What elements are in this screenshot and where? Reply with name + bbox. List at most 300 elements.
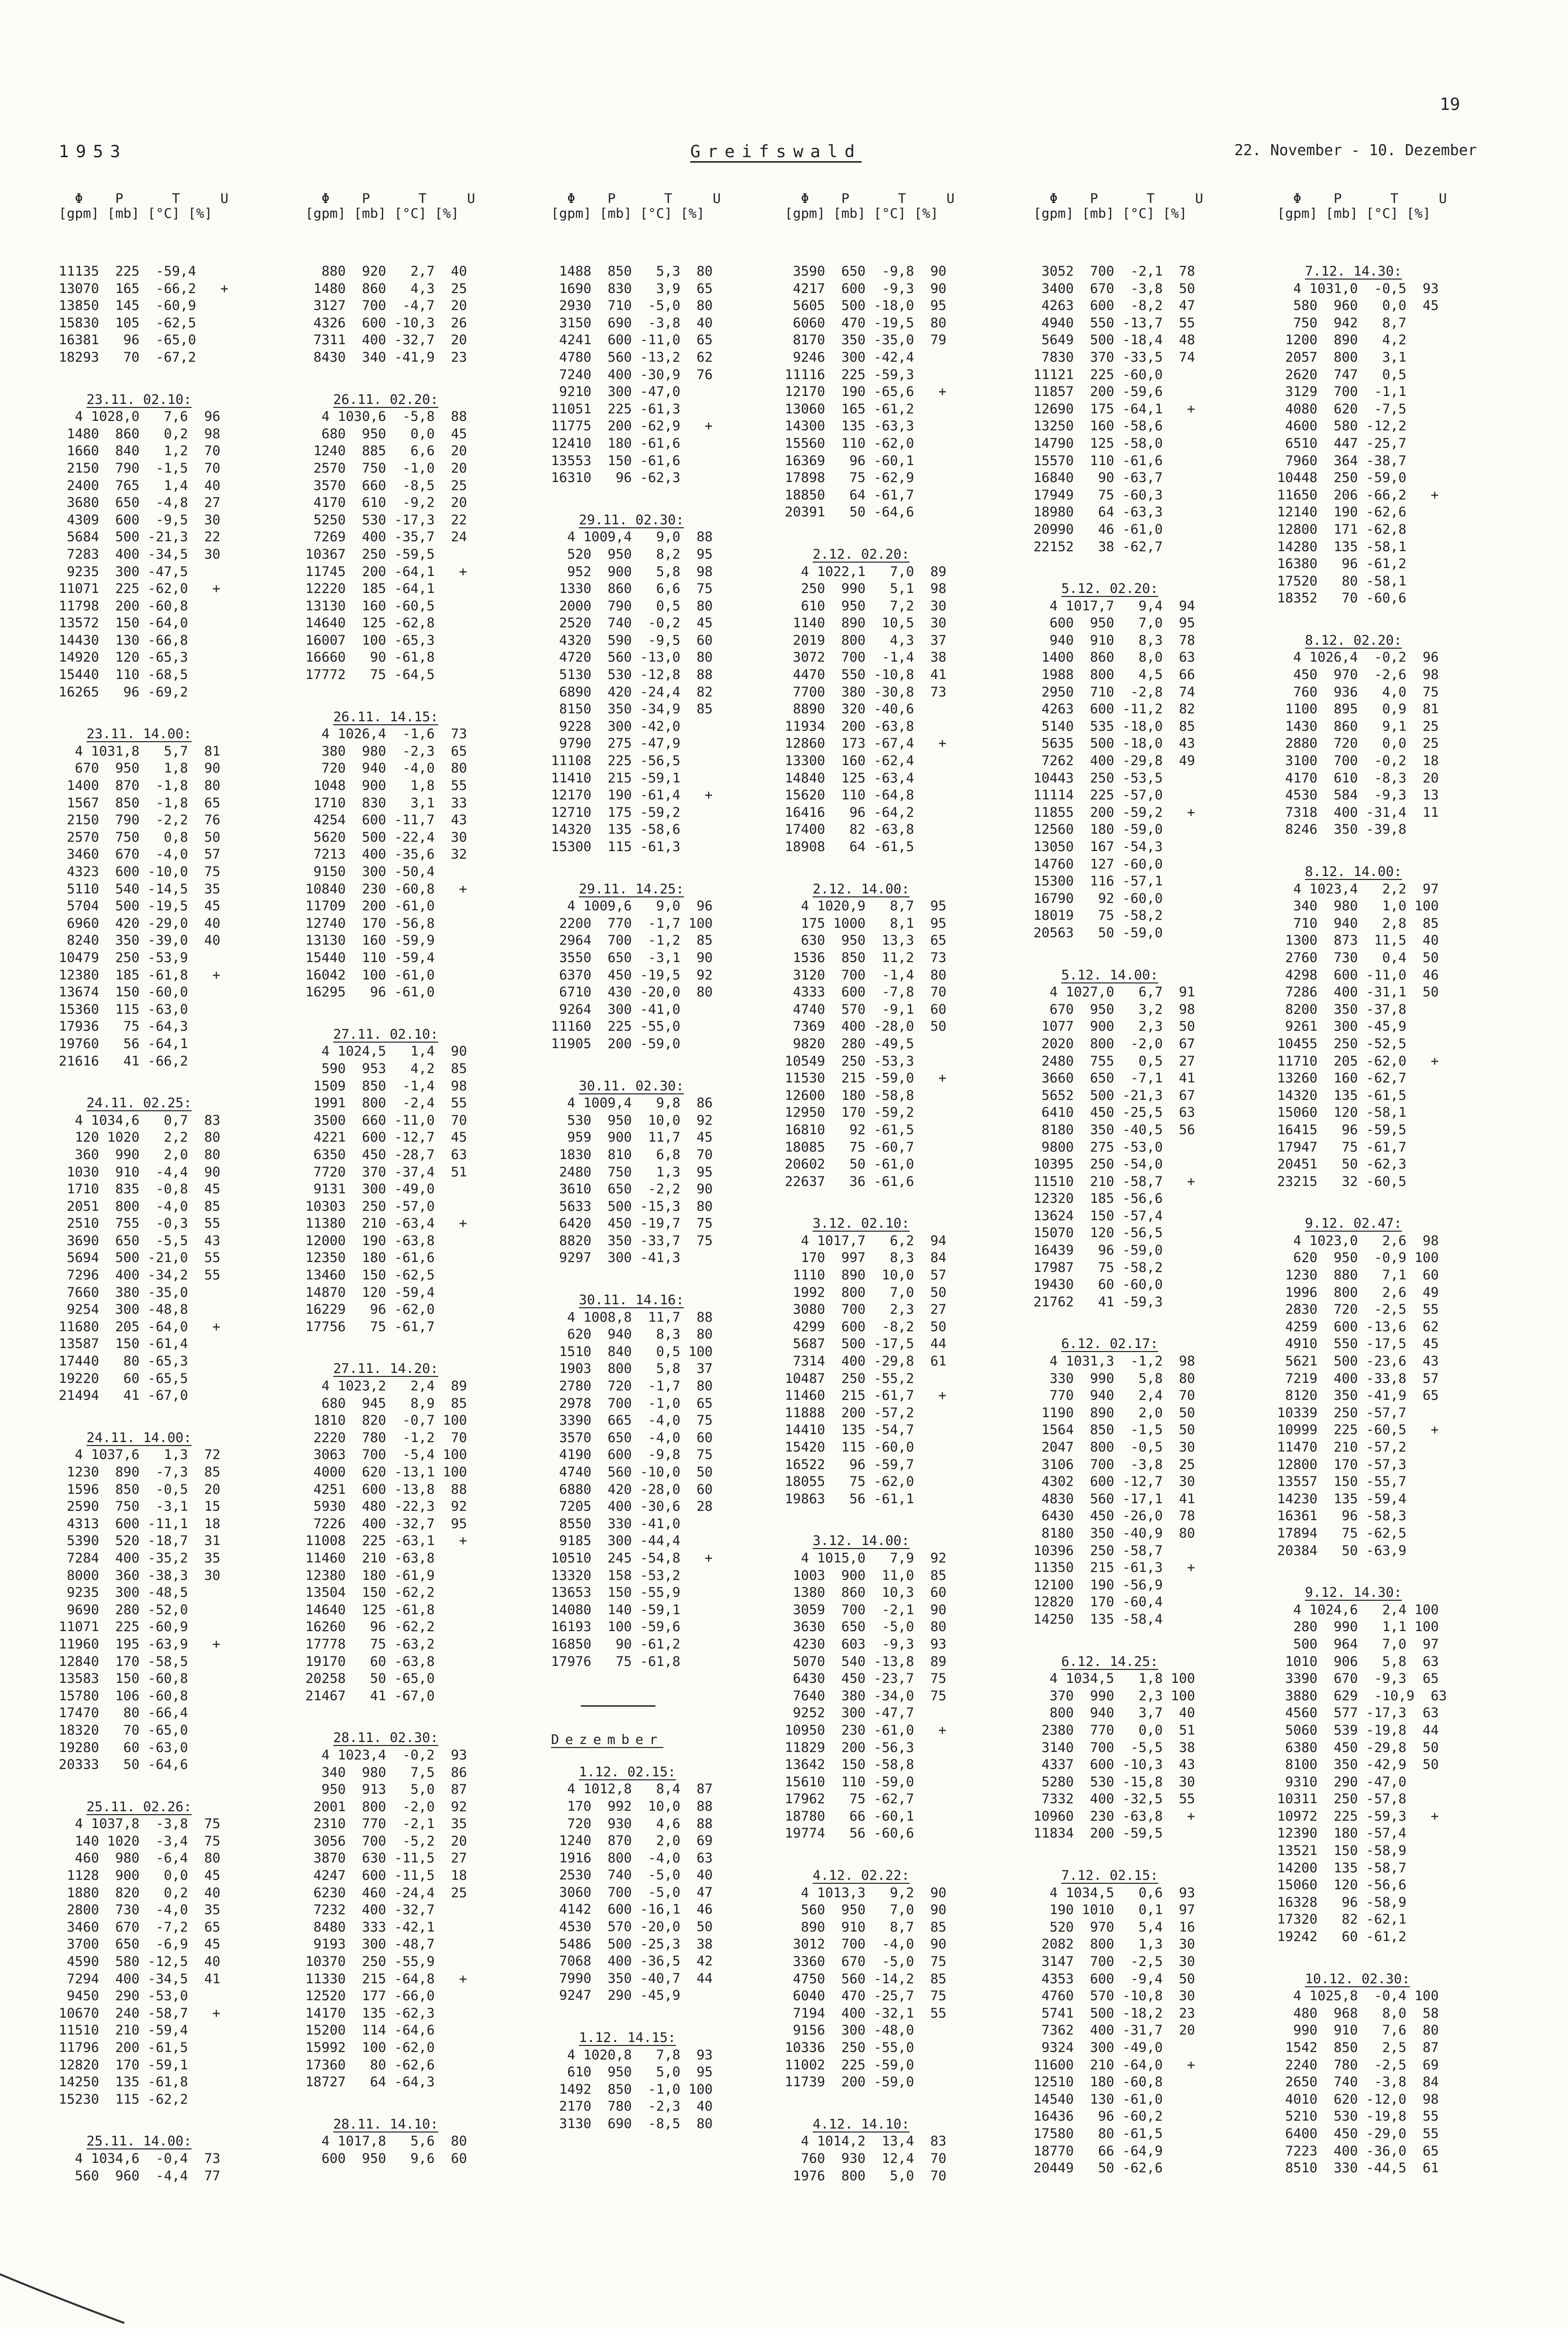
data-row: 14230 135 -59,4 (1277, 1491, 1407, 1507)
date-range: 22. November - 10. Dezember (1234, 142, 1477, 159)
block-datetime: 4.12. 14.10: (813, 2116, 910, 2132)
data-row: 12840 170 -58,5 (59, 1653, 188, 1669)
data-row: 4142 600 -16,1 46 (551, 1902, 713, 1918)
data-row: 4 1009,4 9,0 88 (551, 529, 713, 545)
data-row: 5687 500 -17,5 44 (785, 1336, 947, 1352)
data-row: 760 930 12,4 70 (785, 2150, 947, 2166)
data-row: 3680 650 -4,8 27 (59, 495, 221, 511)
data-row: 3550 650 -3,1 90 (551, 950, 713, 966)
data-row: 12390 180 -57,4 (1277, 1826, 1407, 1842)
data-row: 17400 82 -63,8 (785, 822, 915, 838)
block-datetime: 23.11. 02.10: (87, 391, 192, 407)
sounding-block (59, 1799, 273, 2109)
data-row: 7960 364 -38,7 (1277, 453, 1407, 469)
data-column-3 (551, 192, 765, 2133)
data-row: 4 1024,6 2,4 100 (1277, 1602, 1439, 1618)
data-row: 1988 800 4,5 66 (1033, 667, 1196, 683)
data-row: 360 990 2,0 80 (59, 1147, 221, 1163)
data-row: 1976 800 5,0 70 (785, 2168, 947, 2184)
data-row: 9210 300 -47,0 (551, 384, 681, 400)
data-row: 10339 250 -57,7 (1277, 1405, 1407, 1421)
data-row: 12600 180 -58,8 (785, 1087, 915, 1103)
data-row: 2480 755 0,5 27 (1033, 1053, 1196, 1069)
data-row: 2950 710 -2,8 74 (1033, 684, 1196, 700)
data-row: 7830 370 -33,5 74 (1033, 349, 1196, 365)
data-row: 2001 800 -2,0 92 (305, 1799, 467, 1815)
data-row: 11530 215 -59,0 + (785, 1070, 947, 1086)
data-row: 10950 230 -61,0 + (785, 1722, 947, 1738)
data-row: 2650 740 -3,8 84 (1277, 2074, 1439, 2090)
data-row: 11600 210 -64,0 + (1033, 2057, 1196, 2073)
data-row: 9193 300 -48,7 (305, 1937, 435, 1952)
block-datetime: 3.12. 14.00: (813, 1533, 910, 1549)
data-row: 1830 810 6,8 70 (551, 1147, 713, 1163)
data-row: 3056 700 -5,2 20 (305, 1833, 467, 1849)
data-row: 2780 720 -1,7 80 (551, 1378, 713, 1394)
data-row: 3106 700 -3,8 25 (1033, 1456, 1196, 1472)
data-row: 2220 780 -1,2 70 (305, 1430, 467, 1446)
data-row: 680 945 8,9 85 (305, 1395, 467, 1411)
data-row: 990 910 7,6 80 (1277, 2023, 1439, 2038)
data-row: 13521 150 -58,9 (1277, 1843, 1407, 1859)
column-units: Φ P T U (1277, 191, 1447, 206)
data-row: 4323 600 -10,0 75 (59, 864, 221, 879)
data-row: 9310 290 -47,0 (1277, 1774, 1407, 1790)
data-row: 10448 250 -59,0 (1277, 470, 1407, 486)
data-row: 15992 100 -62,0 (305, 2040, 435, 2055)
sounding-block (785, 2116, 999, 2185)
data-row: 9324 300 -49,0 (1033, 2040, 1163, 2055)
data-row: 17898 75 -62,9 (785, 470, 915, 486)
data-row: 8180 350 -40,9 80 (1033, 1525, 1196, 1541)
data-row: 18980 64 -63,3 (1033, 504, 1163, 520)
data-row: 1536 850 11,2 73 (785, 950, 947, 966)
data-row: 9247 290 -45,9 (551, 1988, 681, 2004)
data-row: 4263 600 -11,2 82 (1033, 701, 1196, 717)
data-row: 3059 700 -2,1 90 (785, 1602, 947, 1618)
data-row: 10455 250 -52,5 (1277, 1036, 1407, 1052)
data-row: 500 964 7,0 97 (1277, 1636, 1439, 1652)
data-row: 3100 700 -0,2 18 (1277, 753, 1439, 769)
data-row: 11460 210 -63,8 (305, 1550, 435, 1566)
data-row: 2570 750 -1,0 20 (305, 460, 467, 476)
data-row: 14200 135 -58,7 (1277, 1860, 1407, 1876)
data-row: 6230 460 -24,4 25 (305, 1885, 467, 1901)
data-row: 2082 800 1,3 30 (1033, 1937, 1196, 1952)
data-row: 11008 225 -63,1 + (305, 1533, 467, 1549)
data-row: 15610 110 -59,0 (785, 1774, 915, 1790)
sounding-block (1277, 1584, 1491, 1945)
data-row: 13553 150 -61,6 (551, 453, 681, 469)
data-row: 14840 125 -63,4 (785, 770, 915, 786)
data-row: 23215 32 -60,5 (1277, 1173, 1407, 1189)
data-row: 10303 250 -57,0 (305, 1198, 435, 1214)
data-row: 12000 190 -63,8 (305, 1233, 435, 1249)
data-row: 2150 790 -2,2 76 (59, 812, 221, 828)
block-datetime: 29.11. 14.25: (579, 881, 684, 897)
data-row: 9235 300 -48,5 (59, 1585, 188, 1601)
data-row: 18352 70 -60,6 (1277, 590, 1407, 606)
data-row: 1510 840 0,5 100 (551, 1344, 713, 1359)
data-row: 7640 380 -34,0 75 (785, 1688, 947, 1704)
data-row: 14280 135 -58,1 (1277, 539, 1407, 555)
data-row: 20258 50 -65,0 (305, 1671, 435, 1687)
data-row: 8480 333 -42,1 (305, 1919, 435, 1935)
data-row: 8246 350 -39,8 (1277, 822, 1407, 838)
data-row: 8430 340 -41,9 23 (305, 349, 467, 365)
data-row: 4 1026,4 -0,2 96 (1277, 650, 1439, 666)
sounding-block (305, 2116, 519, 2168)
column-labels: [gpm] [mb] [°C] [%] (1277, 206, 1431, 221)
data-row: 8890 320 -40,6 (785, 701, 915, 717)
data-row: 4 1017,8 5,6 80 (305, 2134, 467, 2149)
data-row: 2978 700 -1,0 65 (551, 1395, 713, 1411)
block-datetime: 23.11. 14.00: (87, 726, 192, 742)
data-row: 16380 96 -61,2 (1277, 556, 1407, 572)
data-row: 1710 835 -0,8 45 (59, 1181, 221, 1197)
data-row: 3870 630 -11,5 27 (305, 1850, 467, 1866)
data-row: 1996 800 2,6 49 (1277, 1284, 1439, 1300)
data-row: 7226 400 -32,7 95 (305, 1516, 467, 1532)
data-row: 4230 603 -9,3 93 (785, 1636, 947, 1652)
data-row: 3570 660 -8,5 25 (305, 478, 467, 493)
data-row: 13060 165 -61,2 (785, 401, 915, 417)
data-row: 4170 610 -9,2 20 (305, 495, 467, 511)
data-row: 14640 125 -62,8 (305, 615, 435, 631)
data-row: 5741 500 -18,2 23 (1033, 2005, 1196, 2021)
data-row: 175 1000 8,1 95 (785, 915, 947, 931)
data-row: 7369 400 -28,0 50 (785, 1019, 947, 1035)
sounding-block (785, 263, 999, 521)
data-row: 4302 600 -12,7 30 (1033, 1474, 1196, 1490)
data-row: 800 940 3,7 40 (1033, 1705, 1196, 1721)
data-row: 1480 860 0,2 98 (59, 426, 221, 442)
block-datetime: 24.11. 14.00: (87, 1430, 192, 1446)
data-row: 19220 60 -65,5 (59, 1370, 188, 1386)
data-row: 7314 400 -29,8 61 (785, 1354, 947, 1369)
data-row: 6510 447 -25,7 (1277, 435, 1407, 451)
data-row: 12350 180 -61,6 (305, 1250, 435, 1266)
data-row: 4 1015,0 7,9 92 (785, 1550, 947, 1566)
block-datetime: 7.12. 14.30: (1305, 264, 1402, 279)
data-row: 15440 110 -68,5 (59, 667, 188, 683)
data-row: 7213 400 -35,6 32 (305, 847, 467, 863)
data-row: 4 1037,8 -3,8 75 (59, 1816, 221, 1832)
data-row: 5620 500 -22,4 30 (305, 829, 467, 845)
data-row: 5684 500 -21,3 22 (59, 529, 221, 545)
data-row: 16369 96 -60,1 (785, 453, 915, 469)
data-row: 17520 80 -58,1 (1277, 573, 1407, 589)
data-row: 530 950 10,0 92 (551, 1112, 713, 1128)
block-datetime: 24.11. 02.25: (87, 1095, 192, 1111)
data-row: 7660 380 -35,0 (59, 1284, 188, 1300)
data-row: 4760 570 -10,8 30 (1033, 1988, 1196, 2004)
data-row: 11330 215 -64,8 + (305, 1971, 467, 1987)
data-row: 3129 700 -1,1 (1277, 384, 1407, 400)
data-row: 8510 330 -44,5 61 (1277, 2160, 1439, 2176)
data-row: 520 950 8,2 95 (551, 546, 713, 562)
data-row: 18780 66 -60,1 (785, 1808, 915, 1824)
data-row: 13050 167 -54,3 (1033, 839, 1163, 855)
sounding-block (1277, 864, 1491, 1190)
data-row: 7311 400 -32,7 20 (305, 332, 467, 348)
data-row: 2150 790 -1,5 70 (59, 460, 221, 476)
data-row: 560 960 -4,4 77 (59, 2168, 221, 2184)
data-row: 1991 800 -2,4 55 (305, 1095, 467, 1111)
data-row: 4000 620 -13,1 100 (305, 1464, 467, 1480)
data-row: 4 1014,2 13,4 83 (785, 2134, 947, 2149)
data-row: 12100 190 -56,9 (1033, 1577, 1163, 1593)
data-row: 5130 530 -12,8 88 (551, 667, 713, 683)
data-row: 11796 200 -61,5 (59, 2040, 188, 2055)
data-row: 4 1026,4 -1,6 73 (305, 726, 467, 742)
data-row: 14540 130 -61,0 (1033, 2091, 1163, 2107)
block-datetime: 30.11. 02.30: (579, 1078, 684, 1094)
data-row: 5605 500 -18,0 95 (785, 298, 947, 314)
data-row: 3120 700 -1,4 80 (785, 967, 947, 983)
data-row: 9790 275 -47,9 (551, 736, 681, 752)
data-row: 15060 120 -58,1 (1277, 1105, 1407, 1121)
data-row: 7194 400 -32,1 55 (785, 2005, 947, 2021)
data-row: 11857 200 -59,6 (1033, 384, 1163, 400)
column-units: Φ P T U (1033, 191, 1203, 206)
data-row: 3880 629 -10,9 63 (1277, 1688, 1447, 1704)
data-row: 370 990 2,3 100 (1033, 1688, 1196, 1704)
data-row: 8820 350 -33,7 75 (551, 1233, 713, 1249)
data-row: 4 1037,6 1,3 72 (59, 1447, 221, 1463)
data-row: 19760 56 -64,1 (59, 1036, 188, 1052)
block-datetime: 29.11. 02.30: (579, 512, 684, 528)
data-row: 5210 530 -19,8 55 (1277, 2109, 1439, 2125)
data-row: 4780 560 -13,2 62 (551, 349, 713, 365)
data-row: 4530 584 -9,3 13 (1277, 787, 1439, 803)
data-row: 18085 75 -60,7 (785, 1139, 915, 1155)
data-row: 5621 500 -23,6 43 (1277, 1354, 1439, 1369)
data-row: 22152 38 -62,7 (1033, 539, 1163, 555)
data-row: 13674 150 -60,0 (59, 984, 188, 1000)
column-units: Φ P T U (551, 191, 721, 206)
data-row: 1300 873 11,5 40 (1277, 933, 1439, 949)
data-row: 5486 500 -25,3 38 (551, 1936, 713, 1952)
data-row: 7262 400 -29,8 49 (1033, 753, 1196, 769)
data-row: 1003 900 11,0 85 (785, 1567, 947, 1583)
data-row: 16295 96 -61,0 (305, 984, 435, 1000)
data-row: 710 940 2,8 85 (1277, 915, 1439, 931)
data-row: 450 970 -2,6 98 (1277, 667, 1439, 683)
data-row: 190 1010 0,1 97 (1033, 1902, 1196, 1918)
data-row: 4 1020,8 7,8 93 (551, 2047, 713, 2063)
data-row: 2200 770 -1,7 100 (551, 915, 713, 931)
data-row: 4600 580 -12,2 (1277, 418, 1407, 434)
data-row: 8120 350 -41,9 65 (1277, 1388, 1439, 1404)
data-row: 4 1017,7 6,2 94 (785, 1233, 947, 1249)
data-row: 4910 550 -17,5 45 (1277, 1336, 1439, 1352)
data-row: 3140 700 -5,5 38 (1033, 1740, 1196, 1755)
data-row: 9131 300 -49,0 (305, 1181, 435, 1197)
data-row: 4 1034,5 1,8 100 (1033, 1671, 1196, 1687)
data-row: 17936 75 -64,3 (59, 1019, 188, 1035)
data-row: 16840 90 -63,7 (1033, 470, 1163, 486)
data-row: 1400 860 8,0 63 (1033, 650, 1196, 666)
data-row: 8000 360 -38,3 30 (59, 1567, 221, 1583)
data-row: 1110 890 10,0 57 (785, 1267, 947, 1283)
block-datetime: 28.11. 14.10: (333, 2116, 439, 2132)
data-row: 950 913 5,0 87 (305, 1782, 467, 1798)
data-row: 16381 96 -65,0 (59, 332, 196, 348)
data-row: 4 1023,4 2,2 97 (1277, 881, 1439, 897)
data-row: 9690 280 -52,0 (59, 1602, 188, 1618)
data-row: 11350 215 -61,3 + (1033, 1560, 1196, 1576)
data-column-4 (785, 192, 999, 2185)
sounding-block (785, 881, 999, 1191)
data-row: 4 1009,6 9,0 96 (551, 898, 713, 914)
data-row: 14250 135 -58,4 (1033, 1611, 1163, 1627)
data-row: 20602 50 -61,0 (785, 1157, 915, 1172)
column-labels: [gpm] [mb] [°C] [%] (305, 206, 459, 221)
data-row: 19774 56 -60,6 (785, 1826, 915, 1842)
data-row: 1380 860 10,3 60 (785, 1585, 947, 1601)
sounding-block (1277, 1215, 1491, 1559)
data-row: 11888 200 -57,2 (785, 1405, 915, 1421)
data-row: 2240 780 -2,5 69 (1277, 2057, 1439, 2073)
data-row: 1400 870 -1,8 80 (59, 778, 221, 794)
data-row: 5250 530 -17,3 22 (305, 512, 467, 528)
data-row: 21494 41 -67,0 (59, 1388, 188, 1404)
data-row: 2520 740 -0,2 45 (551, 615, 713, 631)
data-row: 4 1034,6 0,7 83 (59, 1112, 221, 1128)
sounding-block (1033, 263, 1247, 556)
data-row: 10370 250 -55,9 (305, 1954, 435, 1970)
data-row: 17987 75 -58,2 (1033, 1260, 1163, 1275)
sounding-block (551, 512, 765, 856)
data-row: 4254 600 -11,7 43 (305, 812, 467, 828)
data-row: 12220 185 -64,1 (305, 581, 435, 597)
data-column-2 (305, 192, 519, 2168)
data-row: 4740 570 -9,1 60 (785, 1001, 947, 1017)
data-row: 2400 765 1,4 40 (59, 478, 221, 493)
data-row: 11710 205 -62,0 + (1277, 1053, 1439, 1069)
data-row: 2057 800 3,1 (1277, 349, 1407, 365)
column-header (59, 192, 273, 238)
data-row: 3127 700 -4,7 20 (305, 298, 467, 314)
data-row: 5070 540 -13,8 89 (785, 1653, 947, 1669)
data-row: 18727 64 -64,3 (305, 2074, 435, 2090)
data-row: 6430 450 -26,0 78 (1033, 1508, 1196, 1524)
data-row: 9450 290 -53,0 (59, 1988, 188, 2004)
data-row: 9156 300 -48,0 (785, 2023, 915, 2038)
data-row: 4080 620 -7,5 (1277, 401, 1407, 417)
block-datetime: 6.12. 02.17: (1061, 1336, 1159, 1352)
data-row: 12690 175 -64,1 + (1033, 401, 1196, 417)
data-row: 15560 110 -62,0 (785, 435, 915, 451)
data-row: 12510 180 -60,8 (1033, 2074, 1163, 2090)
data-row: 560 950 7,0 90 (785, 1902, 947, 1918)
block-datetime: 7.12. 02.15: (1061, 1868, 1159, 1884)
sounding-block (1033, 1336, 1247, 1628)
block-datetime: 3.12. 02.10: (813, 1216, 910, 1232)
data-row: 4 1031,8 5,7 81 (59, 743, 221, 759)
column-header (551, 192, 765, 238)
data-row: 16790 92 -60,0 (1033, 890, 1163, 906)
data-row: 5060 539 -19,8 44 (1277, 1722, 1439, 1738)
data-row: 20384 50 -63,9 (1277, 1543, 1407, 1558)
block-datetime: 30.11. 14.16: (579, 1292, 684, 1308)
data-row: 18293 70 -67,2 (59, 349, 196, 365)
data-row: 1128 900 0,0 45 (59, 1868, 221, 1884)
data-row: 18850 64 -61,7 (785, 487, 915, 503)
data-row: 10487 250 -55,2 (785, 1370, 915, 1386)
data-row: 4750 560 -14,2 85 (785, 1971, 947, 1987)
data-row: 880 920 2,7 40 (305, 264, 467, 279)
data-row: 18055 75 -62,0 (785, 1474, 915, 1490)
data-row: 6430 450 -23,7 75 (785, 1671, 947, 1687)
data-row: 3400 670 -3,8 50 (1033, 281, 1196, 296)
data-row: 1916 800 -4,0 63 (551, 1850, 713, 1866)
data-row: 10972 225 -59,3 + (1277, 1808, 1439, 1824)
data-row: 16265 96 -69,2 (59, 684, 188, 700)
data-row: 16436 96 -60,2 (1033, 2109, 1163, 2125)
data-row: 11855 200 -59,2 + (1033, 804, 1196, 820)
data-row: 8180 350 -40,5 56 (1033, 1122, 1196, 1138)
data-row: 16850 90 -61,2 (551, 1636, 681, 1652)
data-row: 13300 160 -62,4 (785, 753, 915, 769)
data-row: 7068 400 -36,5 42 (551, 1953, 713, 1969)
data-row: 2930 710 -5,0 80 (551, 298, 713, 314)
sounding-block (59, 391, 273, 701)
data-row: 600 950 7,0 95 (1033, 615, 1196, 631)
data-row: 1230 880 7,1 60 (1277, 1267, 1439, 1283)
data-row: 4 1030,6 -5,8 88 (305, 409, 467, 425)
data-row: 7205 400 -30,6 28 (551, 1499, 713, 1515)
data-row: 5110 540 -14,5 35 (59, 881, 221, 897)
data-row: 5694 500 -21,0 55 (59, 1250, 221, 1266)
column-units: Φ P T U (785, 191, 955, 206)
data-row: 2510 755 -0,3 55 (59, 1216, 221, 1232)
data-row: 2000 790 0,5 80 (551, 598, 713, 614)
data-row: 15620 110 -64,8 (785, 787, 915, 803)
data-row: 20990 46 -61,0 (1033, 521, 1163, 537)
data-row: 2020 800 -2,0 67 (1033, 1036, 1196, 1052)
data-row: 12560 180 -59,0 (1033, 822, 1163, 838)
page-corner-mark (0, 2264, 129, 2329)
data-row: 2019 800 4,3 37 (785, 632, 947, 648)
data-row: 4298 600 -11,0 46 (1277, 967, 1439, 983)
data-row: 3072 700 -1,4 38 (785, 650, 947, 666)
column-units: Φ P T U (305, 191, 475, 206)
data-row: 11650 206 -66,2 + (1277, 487, 1439, 503)
data-row: 1077 900 2,3 50 (1033, 1019, 1196, 1035)
data-row: 140 1020 -3,4 75 (59, 1833, 221, 1849)
data-row: 4590 580 -12,5 40 (59, 1954, 221, 1970)
data-row: 8240 350 -39,0 40 (59, 933, 221, 949)
data-row: 16260 96 -62,2 (305, 1619, 435, 1635)
data-row: 4720 560 -13,0 80 (551, 650, 713, 666)
data-row: 6400 450 -29,0 55 (1277, 2126, 1439, 2141)
data-row: 11905 200 -59,0 (551, 1036, 681, 1052)
column-units: Φ P T U (59, 191, 229, 206)
block-datetime: 27.11. 14.20: (333, 1361, 439, 1377)
data-row: 13642 150 -58,8 (785, 1757, 915, 1773)
data-row: 10336 250 -55,0 (785, 2040, 915, 2055)
data-row: 3147 700 -2,5 30 (1033, 1954, 1196, 1970)
data-row: 19430 60 -60,0 (1033, 1277, 1163, 1293)
sounding-block (551, 1078, 765, 1267)
data-row: 9820 280 -49,5 (785, 1036, 915, 1052)
data-row: 2530 740 -5,0 40 (551, 1867, 713, 1883)
sounding-block (785, 1533, 999, 1843)
data-row: 12950 170 -59,2 (785, 1105, 915, 1121)
data-row: 18770 66 -64,9 (1033, 2143, 1163, 2159)
